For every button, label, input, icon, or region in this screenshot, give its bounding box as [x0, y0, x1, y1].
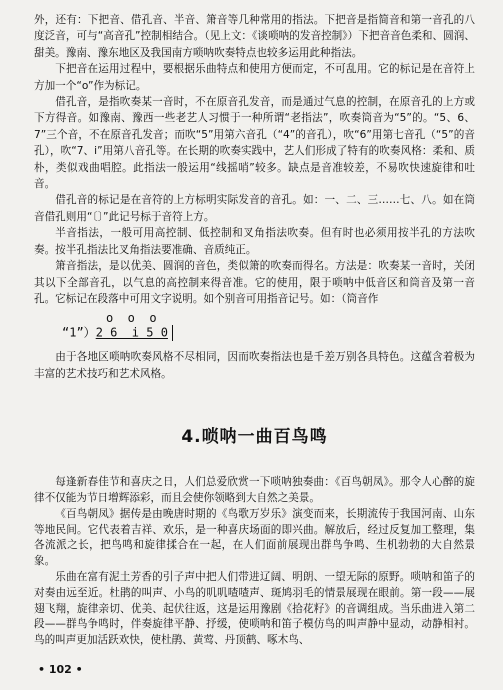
paragraph-borrowed-hole-tone: 借孔音，是指吹奏某一音时，不在原音孔发音，而是通过气息的控制，在原音孔的上方或下方得音。如豫南、豫西一些老艺人习惯于一种所谓“老指法”，吹奏筒音为“5”的。“5、6、7”三个音，不在原音孔发音；而吹“5”用第六音孔（“4”的音孔），吹“6”用第七音孔（“5”的音孔），吹“7、i”用第八音孔等。在长期的吹奏实践中，艺人们形成了特有的吹奏风格：柔和、质朴，类似戏曲唱腔。此指法一般运用“线摇哨”较多。缺点是音准较差，不易吹快速旋律和吐音。: [34, 96, 475, 191]
paragraph-piece-structure: 乐曲在富有泥土芳香的引子声中把人们带进辽阔、明朗、一望无际的原野。唢呐和笛子的对奏由远至近。杜鹃的叫声、小鸟的叽叽喳喳声、斑鸠羽毛的情景展现在眼前。第一段——展翅飞翔，旋律亲切、优美、起伏往返，这是运用豫剧《拾花籽》的音调组成。当乐曲进入第二段——群鸟争鸣时，伴奏旋律平静、抒缓，使唢呐和笛子模仿鸟的叫声静中显动，动静相衬。鸟的叫声更加活跃欢快，使杜鹃、黄莺、丹顶鹤、啄木鸟、: [34, 570, 475, 647]
paragraph-continuation: 外，还有：下把音、借孔音、半音、箫音等几种常用的指法。下把音是指简音和第一音孔的八度泛音，可与“高音孔”控制相结合。（见上文：《谈唢呐的发音控制》）下把音音色柔和、圆润、甜美。豫南、豫东地区及我国南方唢呐吹奏特点也较多运用此种指法。: [34, 14, 475, 59]
paragraph-borrowed-hole-notation: 借孔音的标记是在音符的上方标明实际发音的音孔。如：一、二、三……七、八。如在筒音借孔则用“〔〕”此记号标于音符上方。: [34, 194, 475, 223]
page-number: • 102 •: [38, 663, 83, 676]
barline: [172, 325, 173, 341]
paragraph-festival-intro: 每逢新春佳节和喜庆之日，人们总爱欣赏一下唢呐独奏曲：《百鸟朝凤》。那令人心醉的旋律不仅能为节日增辉添彩，而且会使你领略到大自然之美景。: [34, 476, 475, 504]
overtone-marks: o o o: [106, 311, 157, 326]
paragraph-xiao-tone-fingering: 箫音指法，是以优美、圆润的音色，类似箫的吹奏而得名。方法是：吹奏某一音时，关闭其以下全部音孔，以气息的高控制来得音准。它的使用，限于唢呐中低音区和筒音及第一音孔。它标记在段落中可用文字说明。如个别音可用指音记号。如：（筒音作: [34, 260, 475, 305]
paragraph-piece-history: 《百鸟朝凤》据传是由晚唐时期的《鸟歌万岁乐》演变而来，长期流传于我国河南、山东等地民间。它代表着吉祥、欢乐，是一种喜庆场面的即兴曲。解放后，经过反复加工整理，集各流派之长，把鸟鸣和旋律揉合在一起，在人们面前展现出群鸟争鸣、生机勃勃的大自然景象。: [34, 507, 475, 568]
paragraph-lower-register-usage: 下把音在运用过程中，要根据乐曲特点和使用方便而定，不可乱用。它的标记是在音符上方加一个“o”作为标记。: [34, 63, 475, 92]
music-notation-example: [62, 311, 475, 341]
paragraph-style-summary: 由于各地区唢呐吹奏风格不尽相同，因而吹奏指法也是千差万别各具特色。这蕴含着极为丰富的艺术技巧和艺术风格。: [34, 351, 475, 380]
paragraph-semitone-fingering: 半音指法，一般可用高控制、低控制和叉角指法吹奏。但有时也必须用按半孔的方法吹奏。按半孔指法比叉角指法要准确、音质纯正。: [34, 227, 475, 256]
notation-notes: 2 6 i 5 0: [95, 325, 168, 340]
section-heading: 4.唢呐一曲百鸟鸣: [181, 427, 328, 448]
notation-prefix: “1”）: [62, 325, 96, 340]
